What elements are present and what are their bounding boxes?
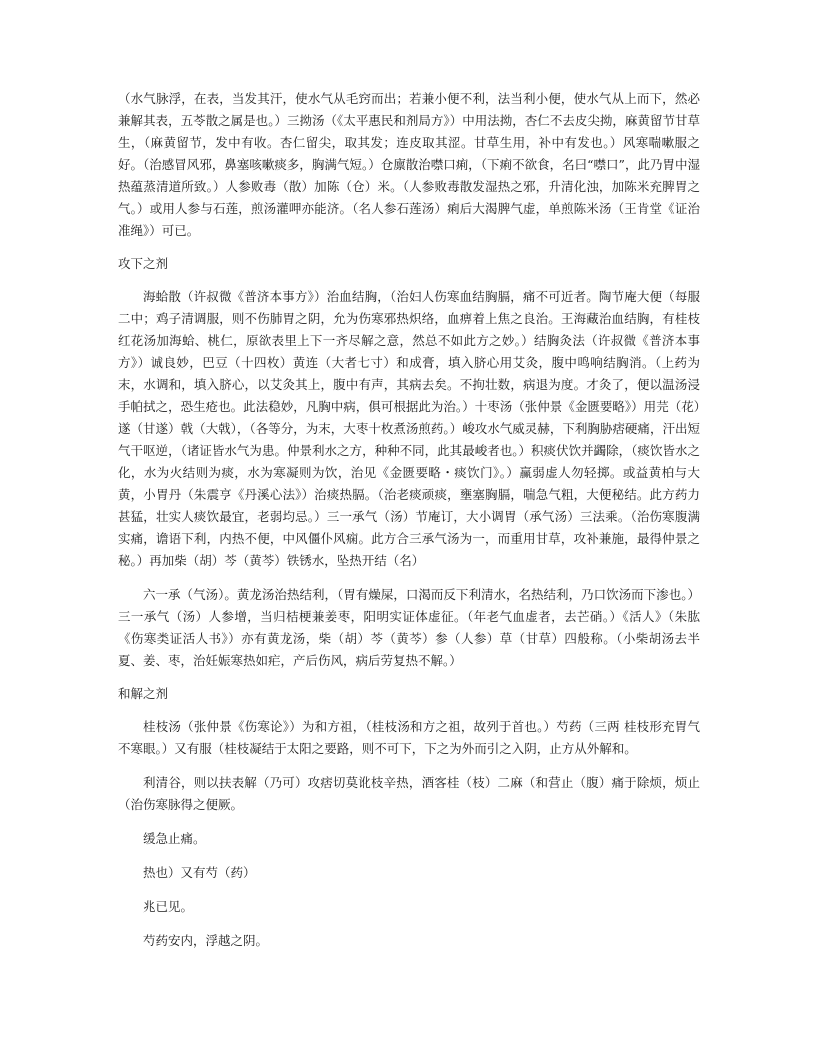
paragraph-fragment-relieve-pain: 缓急止痛。	[143, 831, 206, 846]
paragraph-water-qi-and-sanao-tang: （水气脉浮，在表，当发其汗，使水气从毛窍而出；若兼小便不利，法当利小便，使水气从上而下，然必兼解其表，五苓散之属是也。）三拗汤（《太平惠民和剂局方》）中用法拗，杏仁不去皮尖拗，麻黄留节甘草生，（麻黄留节，发中有收。杏仁留尖，取其发；连皮取其涩。甘草生用，补中有发也。）风寒喘嗽服之好。（治感冒风邪，鼻塞咳嗽痰多，胸满气短。）仓廪散治噤口痢，（下痢不欲食，名曰“噤口”，此乃胃中湿热蕴蒸清道所致。）人参败毒（散）加陈（仓）米。（人参败毒散发湿热之邪，升清化浊，加陈米充脾胃之气。）或用人参与石莲，煎汤灌呷亦能济。（名人参石莲汤）痢后大渴脾气虚，单煎陈米汤（王肯堂《证治准绳》）可已。	[118, 91, 700, 238]
paragraph-fragment-shaoyao-yin: 芍药安内，浮越之阴。	[143, 933, 269, 948]
paragraph-guizhi-tang: 桂枝汤（张仲景《伤寒论》）为和方祖，（桂枝汤和方之祖，故列于首也。）芍药（三两 桂枝形充胃气不寒眼。）又有服（桂枝凝结于太阳之要路，则不可下，下之为外而引之入阴，止方从外解和。	[118, 719, 700, 756]
paragraph-haige-san: 海蛤散（许叔微《普济本事方》）治血结胸，（治妇人伤寒血结胸膈，痛不可近者。陶节庵大便（每服二中；鸡子清调服，则不伤肺胃之阴，允为伤寒邪热炽络，血痹着上焦之良治。王海藏治血结胸，有桂枝红花汤加海蛤、桃仁，原欲表里上下一齐尽解之意，然总不如此方之妙。）结胸灸法（许叔微《普济本事方》）诚良妙，巴豆（十四枚）黄连（大者七寸）和成膏，填入脐心用艾灸，腹中鸣响结胸消。（上药为末，水调和，填入脐心，以艾灸其上，腹中有声，其病去矣。不拘壮数，病退为度。才灸了，便以温汤浸手帕拭之，恐生疮也。此法稳妙，凡胸中病，俱可根据此为治。）十枣汤（张仲景《金匮要略》）用芫（花）遂（甘遂）戟（大戟），（各等分，为末，大枣十枚煮汤煎药。）峻攻水气威灵赫，下利胸胁痞硬痛，汗出短气干呕逆，（诸证皆水气为患。仲景利水之方，种种不同，此其最峻者也。）积痰伏饮并蠲除，（痰饮皆水之化，水为火结则为痰，水为寒凝则为饮，治见《金匮要略・痰饮门》。）赢弱虚人勿轻掷。或益黄柏与大黄，小胃丹（朱震亨《丹溪心法》）治痰热膈。（治老痰顽痰，壅塞胸膈，喘急气粗，大便秘结。此方药力甚猛，壮实人痰饮最宜，老弱均忌。）三一承气（汤）节庵订，大小调胃（承气汤）三法乘。（治伤寒腹满实痛，谵语下利，内热不便，中风僵仆风痫。此方合三承气汤为一，而重用甘草，攻补兼施，最得仲景之秘。）再加柴（胡）芩（黄芩）铁锈水，坠热开结（名）	[118, 289, 700, 568]
section-heading-harmonizing-formulas: 和解之剂	[118, 686, 169, 701]
section-heading-purgative-formulas: 攻下之剂	[118, 256, 169, 271]
document-page	[118, 88, 700, 952]
paragraph-fragment-omen: 兆已见。	[143, 899, 194, 914]
paragraph-li-qing-gu: 利清谷，则以扶表解（乃可）攻痞切莫讹枝辛热，酒客桂（枝）二麻（和营止（腹）痛于除烦，烦止（治伤寒脉得之便厥。	[118, 775, 700, 812]
paragraph-fragment-shaoyao: 热也）又有芍（药）	[143, 865, 256, 880]
paragraph-liuyi-chengqi: 六一承（气汤）。黄龙汤治热结利，（胃有燥屎，口渴而反下利清水，名热结利，乃口饮汤而下渗也。）三一承气（汤）人参增，当归桔梗兼姜枣，阳明实证体虚征。（年老气血虚者，去芒硝。）《活人》（朱肱《伤寒类证活人书》）亦有黄龙汤，柴（胡）芩（黄芩）参（人参）草（甘草）四般称。（小柴胡汤去半夏、姜、枣，治妊娠寒热如疟，产后伤风，病后劳复热不解。）	[118, 587, 700, 668]
